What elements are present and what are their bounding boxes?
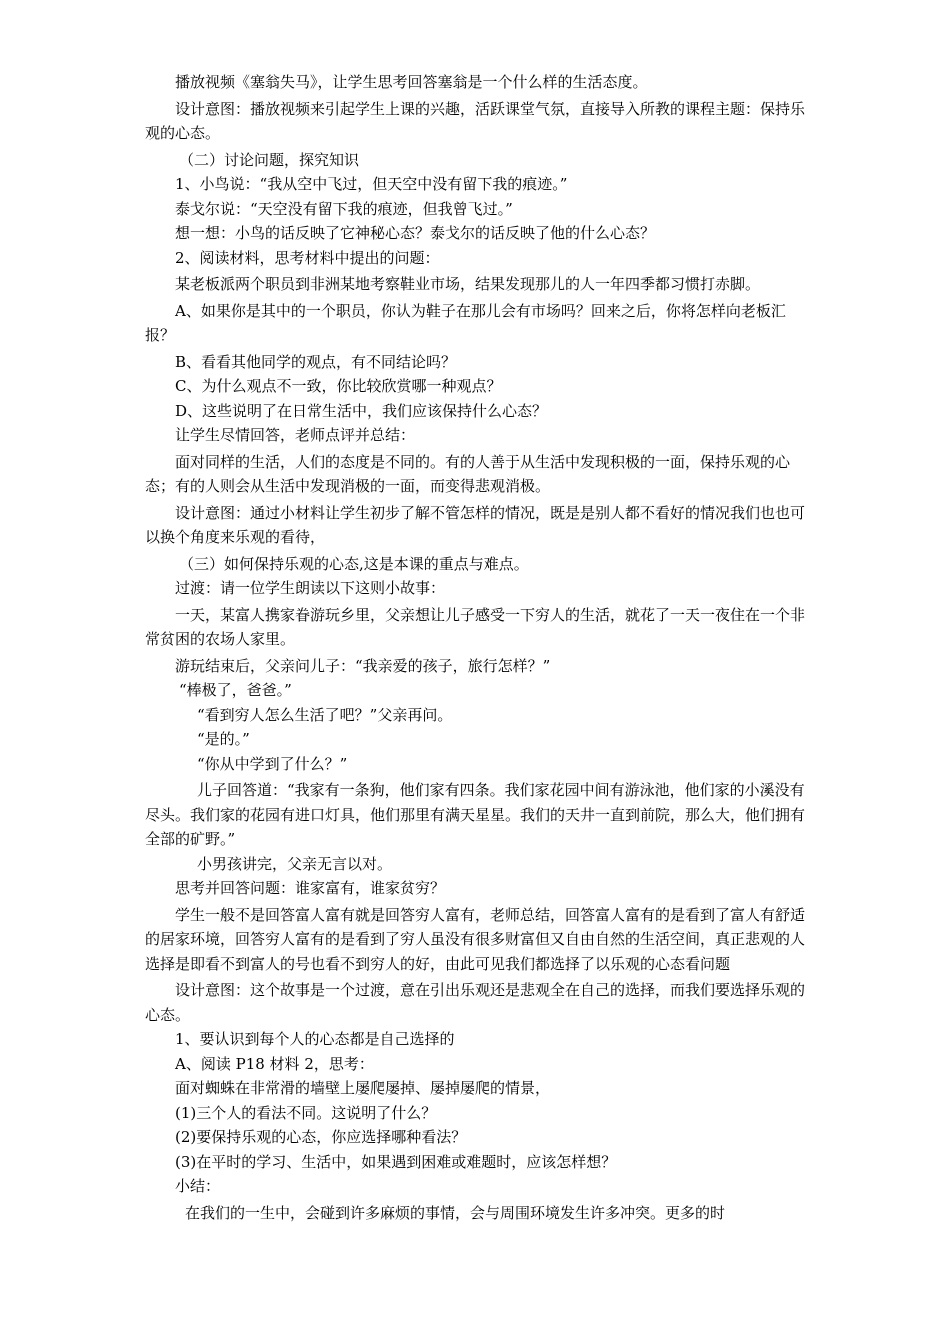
- paragraph: 面对蜘蛛在非常滑的墙壁上屡爬屡掉、屡掉屡爬的情景，: [175, 1079, 551, 1097]
- paragraph: 儿子回答道：“我家有一条狗，他们家有四条。我们家花园中间有游泳池，他们家的小溪没有尽头。我们家的花园有进口灯具，他们那里有满天星星。我们的天井一直到前院，那么大，他们拥有全部的矿野。”: [145, 781, 806, 848]
- dialogue-line: “是的。”: [197, 730, 250, 748]
- question-item: (1)三个人的看法不同。这说明了什么？: [175, 1103, 437, 1122]
- paragraph: 泰戈尔说：“天空没有留下我的痕迹，但我曾飞过。”: [175, 199, 513, 218]
- paragraph: 设计意图：这个故事是一个过渡，意在引出乐观还是悲观全在自己的选择，而我们要选择乐观的心态。: [145, 981, 806, 1024]
- paragraph: D、这些说明了在日常生活中，我们应该保持什么心态？: [175, 401, 548, 420]
- paragraph: 过渡：请一位学生朗读以下这则小故事：: [175, 579, 446, 597]
- section-heading: （三）如何保持乐观的心态,这是本课的重点与难点。: [179, 554, 529, 573]
- question-item: (3)在平时的学习、生活中，如果遇到困难或难题时，应该怎样想？: [175, 1152, 617, 1171]
- paragraph: 小男孩讲完，父亲无言以对。: [197, 854, 393, 873]
- section-heading: （二）讨论问题，探究知识: [179, 150, 360, 169]
- dialogue-line: “看到穷人怎么生活了吧？”父亲再问。: [197, 705, 453, 724]
- question-item: (2)要保持乐观的心态，你应选择哪种看法？: [175, 1128, 467, 1146]
- paragraph: 某老板派两个职员到非洲某地考察鞋业市场，结果发现那儿的人一年四季都习惯打赤脚。: [175, 275, 761, 293]
- dialogue-line: “你从中学到了什么？”: [197, 754, 348, 773]
- document-body: [145, 70, 810, 1225]
- paragraph: 在我们的一生中，会碰到许多麻烦的事情，会与周围环境发生许多冲突。更多的时: [185, 1203, 726, 1222]
- paragraph: 思考并回答问题：谁家富有，谁家贫穷？: [175, 879, 446, 897]
- paragraph: B、看看其他同学的观点，有不同结论吗？: [175, 352, 457, 371]
- paragraph: 面对同样的生活，人们的态度是不同的。有的人善于从生活中发现积极的一面，保持乐观的心态；有的人则会从生活中发现消极的一面，而变得悲观消极。: [145, 452, 791, 495]
- paragraph: 让学生尽情回答，老师点评并总结：: [175, 426, 416, 444]
- paragraph: 设计意图：播放视频来引起学生上课的兴趣，活跃课堂气氛，直接导入所教的课程主题：保持乐观的心态。: [145, 99, 806, 142]
- dialogue-line: “棒极了，爸爸。”: [179, 681, 292, 699]
- paragraph: 2、阅读材料，思考材料中提出的问题：: [175, 248, 440, 267]
- paragraph: A、阅读 P18 材料 2，思考：: [175, 1054, 374, 1073]
- paragraph: 学生一般不是回答富人富有就是回答穷人富有，老师总结，回答富人富有的是看到了富人有舒适的居家环境，回答穷人富有的是看到了穷人虽没有很多财富但又自由自然的生活空间，真正悲观的人选择是即看不到富人的号也看不到穷人的好，由此可见我们都选择了以乐观的心态看问题: [145, 905, 806, 973]
- paragraph: A、如果你是其中的一个职员，你认为鞋子在那儿会有市场吗？回来之后，你将怎样向老板汇报？: [145, 301, 786, 344]
- paragraph: 设计意图：通过小材料让学生初步了解不管怎样的情况，既是是别人都不看好的情况我们也也可以换个角度来乐观的看待，: [145, 503, 806, 546]
- paragraph: 想一想：小鸟的话反映了它神秘心态？泰戈尔的话反映了他的什么心态？: [175, 224, 656, 242]
- paragraph: 1、小鸟说：“我从空中飞过，但天空中没有留下我的痕迹。”: [175, 175, 568, 193]
- paragraph: 播放视频《塞翁失马》，让学生思考回答塞翁是一个什么样的生活态度。: [175, 73, 648, 91]
- paragraph: 小结：: [175, 1177, 221, 1195]
- paragraph: 一天，某富人携家眷游玩乡里，父亲想让儿子感受一下穷人的生活，就花了一天一夜住在一个非常贫困的农场人家里。: [145, 605, 806, 648]
- paragraph: C、为什么观点不一致，你比较欣赏哪一种观点？: [175, 377, 502, 395]
- paragraph: 1、要认识到每个人的心态都是自己选择的: [175, 1030, 455, 1048]
- paragraph: 游玩结束后，父亲问儿子：“我亲爱的孩子，旅行怎样？”: [175, 656, 551, 675]
